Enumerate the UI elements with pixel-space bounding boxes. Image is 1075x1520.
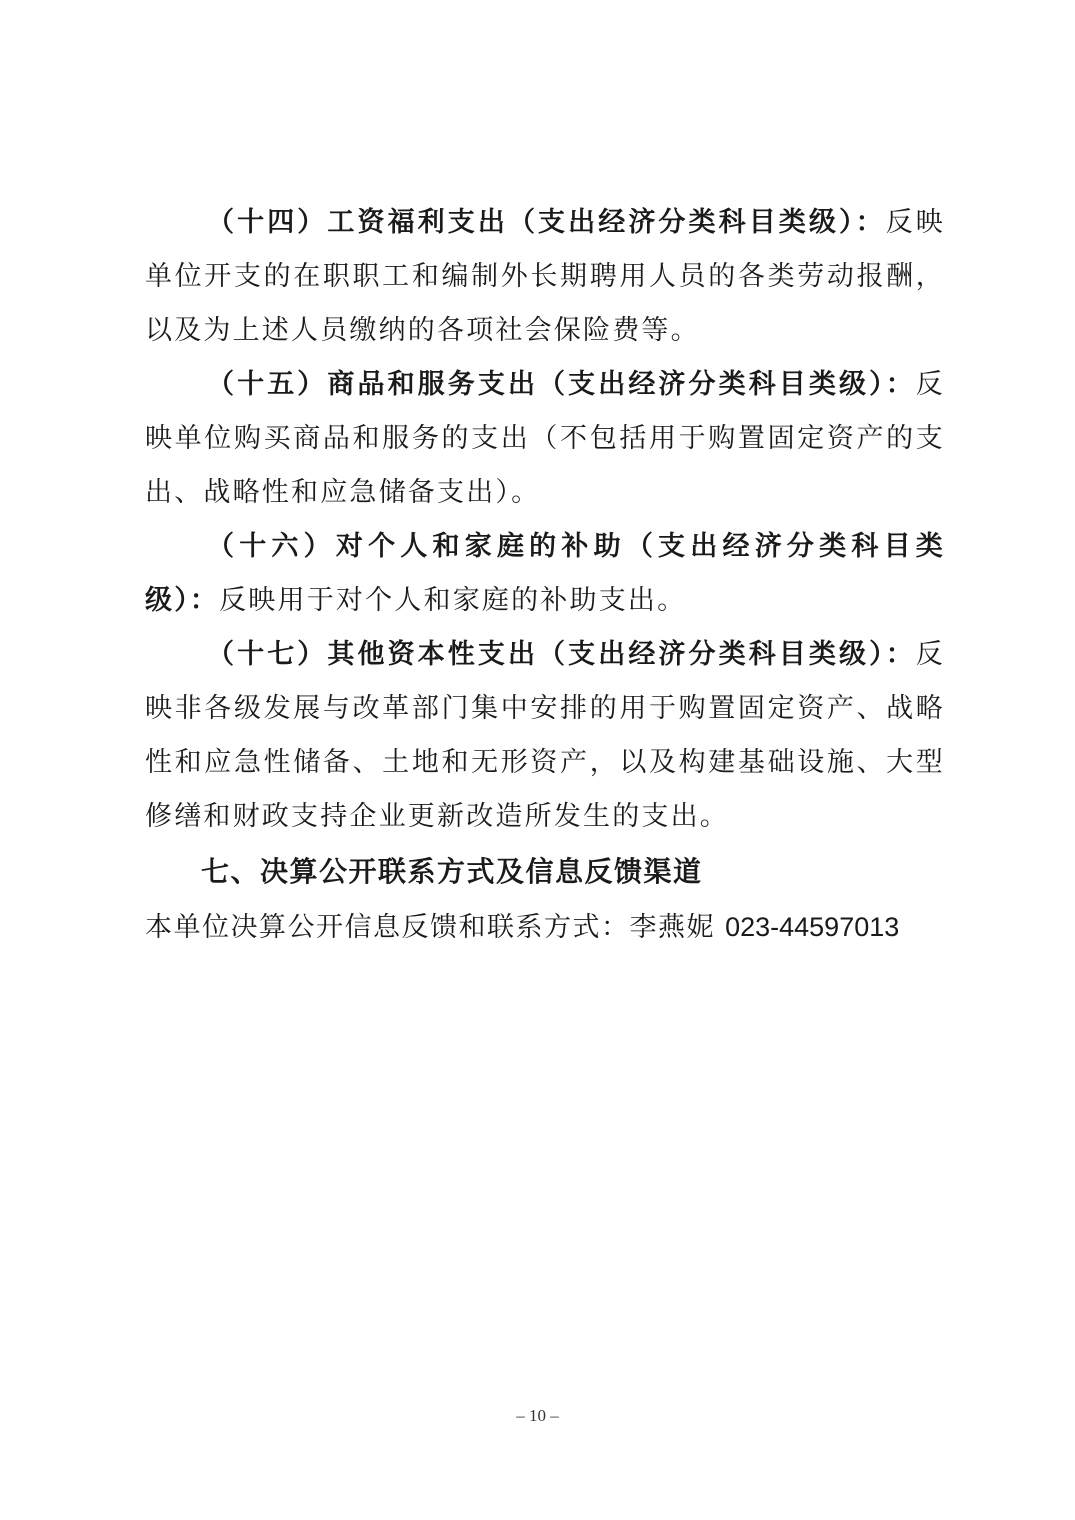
paragraph-heading: （十五）商品和服务支出（支出经济分类科目类级）： [207,369,916,400]
paragraph-body: 反映单位开支的在职职工和编制外长期聘用人员的各类劳动报酬，以及为上述人员缴纳的各项社会保险费等。 [145,207,945,346]
contact-label: 本单位决算公开信息反馈和联系方式：李燕妮 [145,912,726,943]
paragraph-body: 反映用于对个人和家庭的补助支出。 [219,585,687,616]
paragraph-household-subsidy [145,520,945,628]
paragraph-other-capital [145,628,945,844]
paragraph-body: 反映单位购买商品和服务的支出（不包括用于购置固定资产的支出、战略性和应急储备支出）。 [145,369,945,508]
contact-info [145,900,945,955]
paragraph-wage-welfare [145,196,945,358]
page-content [145,196,945,955]
paragraph-heading: （十七）其他资本性支出（支出经济分类科目类级）： [207,639,916,670]
paragraph-heading: （十四）工资福利支出（支出经济分类科目类级）： [207,207,886,238]
paragraph-body: 反映非各级发展与改革部门集中安排的用于购置固定资产、战略性和应急性储备、土地和无形资产，以及构建基础设施、大型修缮和财政支持企业更新改造所发生的支出。 [145,639,945,832]
section-title-contact: 七、决算公开联系方式及信息反馈渠道 [201,855,703,888]
contact-phone: 023-44597013 [725,912,900,942]
paragraph-heading: （十六）对个人和家庭的补助（支出经济分类科目类级）： [145,531,945,616]
paragraph-goods-services [145,358,945,520]
page-number: – 10 – [516,1406,559,1425]
